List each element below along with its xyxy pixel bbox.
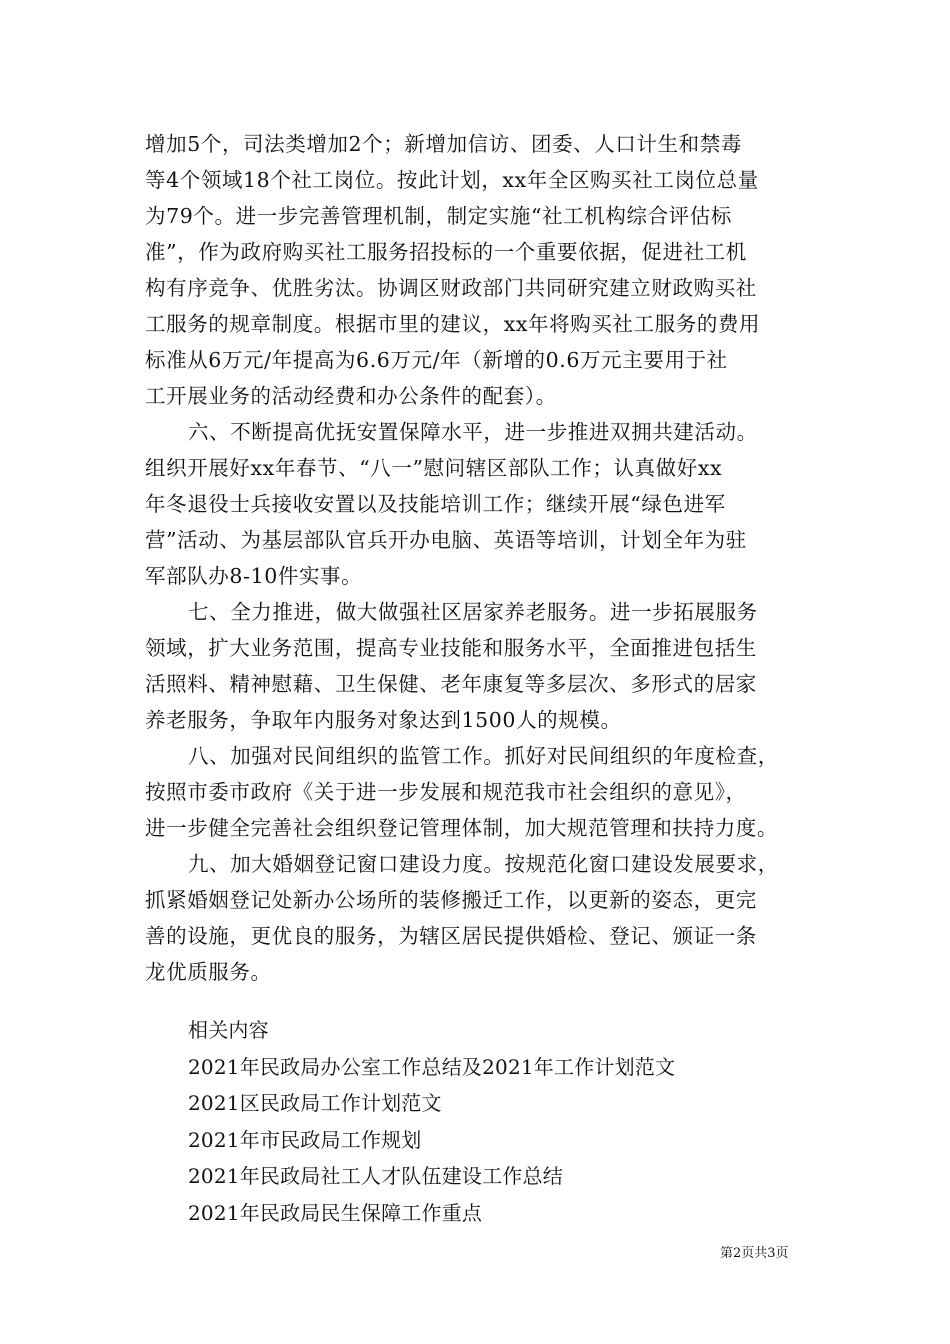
paragraph-first-line: 八、加强对民间组织的监管工作。抓好对民间组织的年度检查， [188,744,779,768]
paragraph-line: 标准从6万元/年提高为6.6万元/年（新增的0.6万元主要用于社 [145,348,728,372]
related-link[interactable]: 2021年市民政局工作规划 [188,1127,422,1152]
paragraph-line: 养老服务，争取年内服务对象达到1500人的规模。 [145,708,622,732]
document-body [145,126,835,990]
paragraph-first-line: 六、不断提高优抚安置保障水平，进一步推进双拥共建活动。 [188,420,758,444]
paragraph-line: 龙优质服务。 [145,960,272,984]
paragraph-line: 进一步健全完善社会组织登记管理体制，加大规范管理和扶持力度。 [145,816,778,840]
related-content-heading: 相关内容 [188,1018,269,1042]
related-content-section [188,1012,838,1231]
paragraph-line: 领域，扩大业务范围，提高专业技能和服务水平，全面推进包括生 [145,636,757,660]
related-link[interactable]: 2021年民政局民生保障工作重点 [188,1200,483,1225]
paragraph-line: 准”，作为政府购买社工服务招投标的一个重要依据，促进社工机 [145,240,747,264]
paragraph-line: 营”活动、为基层部队官兵开办电脑、英语等培训，计划全年为驻 [145,528,747,552]
paragraph-line: 为79个。进一步完善管理机制，制定实施“社工机构综合评估标 [145,204,732,228]
paragraph-line: 组织开展好xx年春节、“八一”慰问辖区部队工作；认真做好xx [145,456,723,480]
paragraph-line: 等4个领域18个社工岗位。按此计划，xx年全区购买社工岗位总量 [145,168,759,192]
paragraph-line: 善的设施，更优良的服务，为辖区居民提供婚检、登记、颁证一条 [145,924,757,948]
related-link[interactable]: 2021年民政局办公室工作总结及2021年工作计划范文 [188,1054,676,1079]
paragraph-first-line: 七、全力推进，做大做强社区居家养老服务。进一步拓展服务 [188,600,758,624]
paragraph-line: 工开展业务的活动经费和办公条件的配套）。 [145,384,557,408]
paragraph-line: 增加5个，司法类增加2个；新增加信访、团委、人口计生和禁毒 [145,132,742,156]
related-link[interactable]: 2021年民政局社工人才队伍建设工作总结 [188,1164,563,1188]
paragraph-line: 构有序竞争、优胜劣汰。协调区财政部门共同研究建立财政购买社 [145,276,757,300]
paragraph-line: 年冬退役士兵接收安置以及技能培训工作；继续开展“绿色进军 [145,492,726,516]
paragraph-first-line: 九、加大婚姻登记窗口建设力度。按规范化窗口建设发展要求， [188,852,779,876]
paragraph-line: 军部队办8-10件实事。 [145,564,363,588]
paragraph-line: 按照市委市政府《关于进一步发展和规范我市社会组织的意见》， [145,780,747,804]
related-link[interactable]: 2021区民政局工作计划范文 [188,1091,442,1115]
paragraph-line: 工服务的规章制度。根据市里的建议，xx年将购买社工服务的费用 [145,312,761,336]
paragraph-line: 抓紧婚姻登记处新办公场所的装修搬迁工作，以更新的姿态，更完 [145,888,757,912]
paragraph-line: 活照料、精神慰藉、卫生保健、老年康复等多层次、多形式的居家 [145,672,757,696]
page-number: 第2页共3页 [720,1246,789,1261]
